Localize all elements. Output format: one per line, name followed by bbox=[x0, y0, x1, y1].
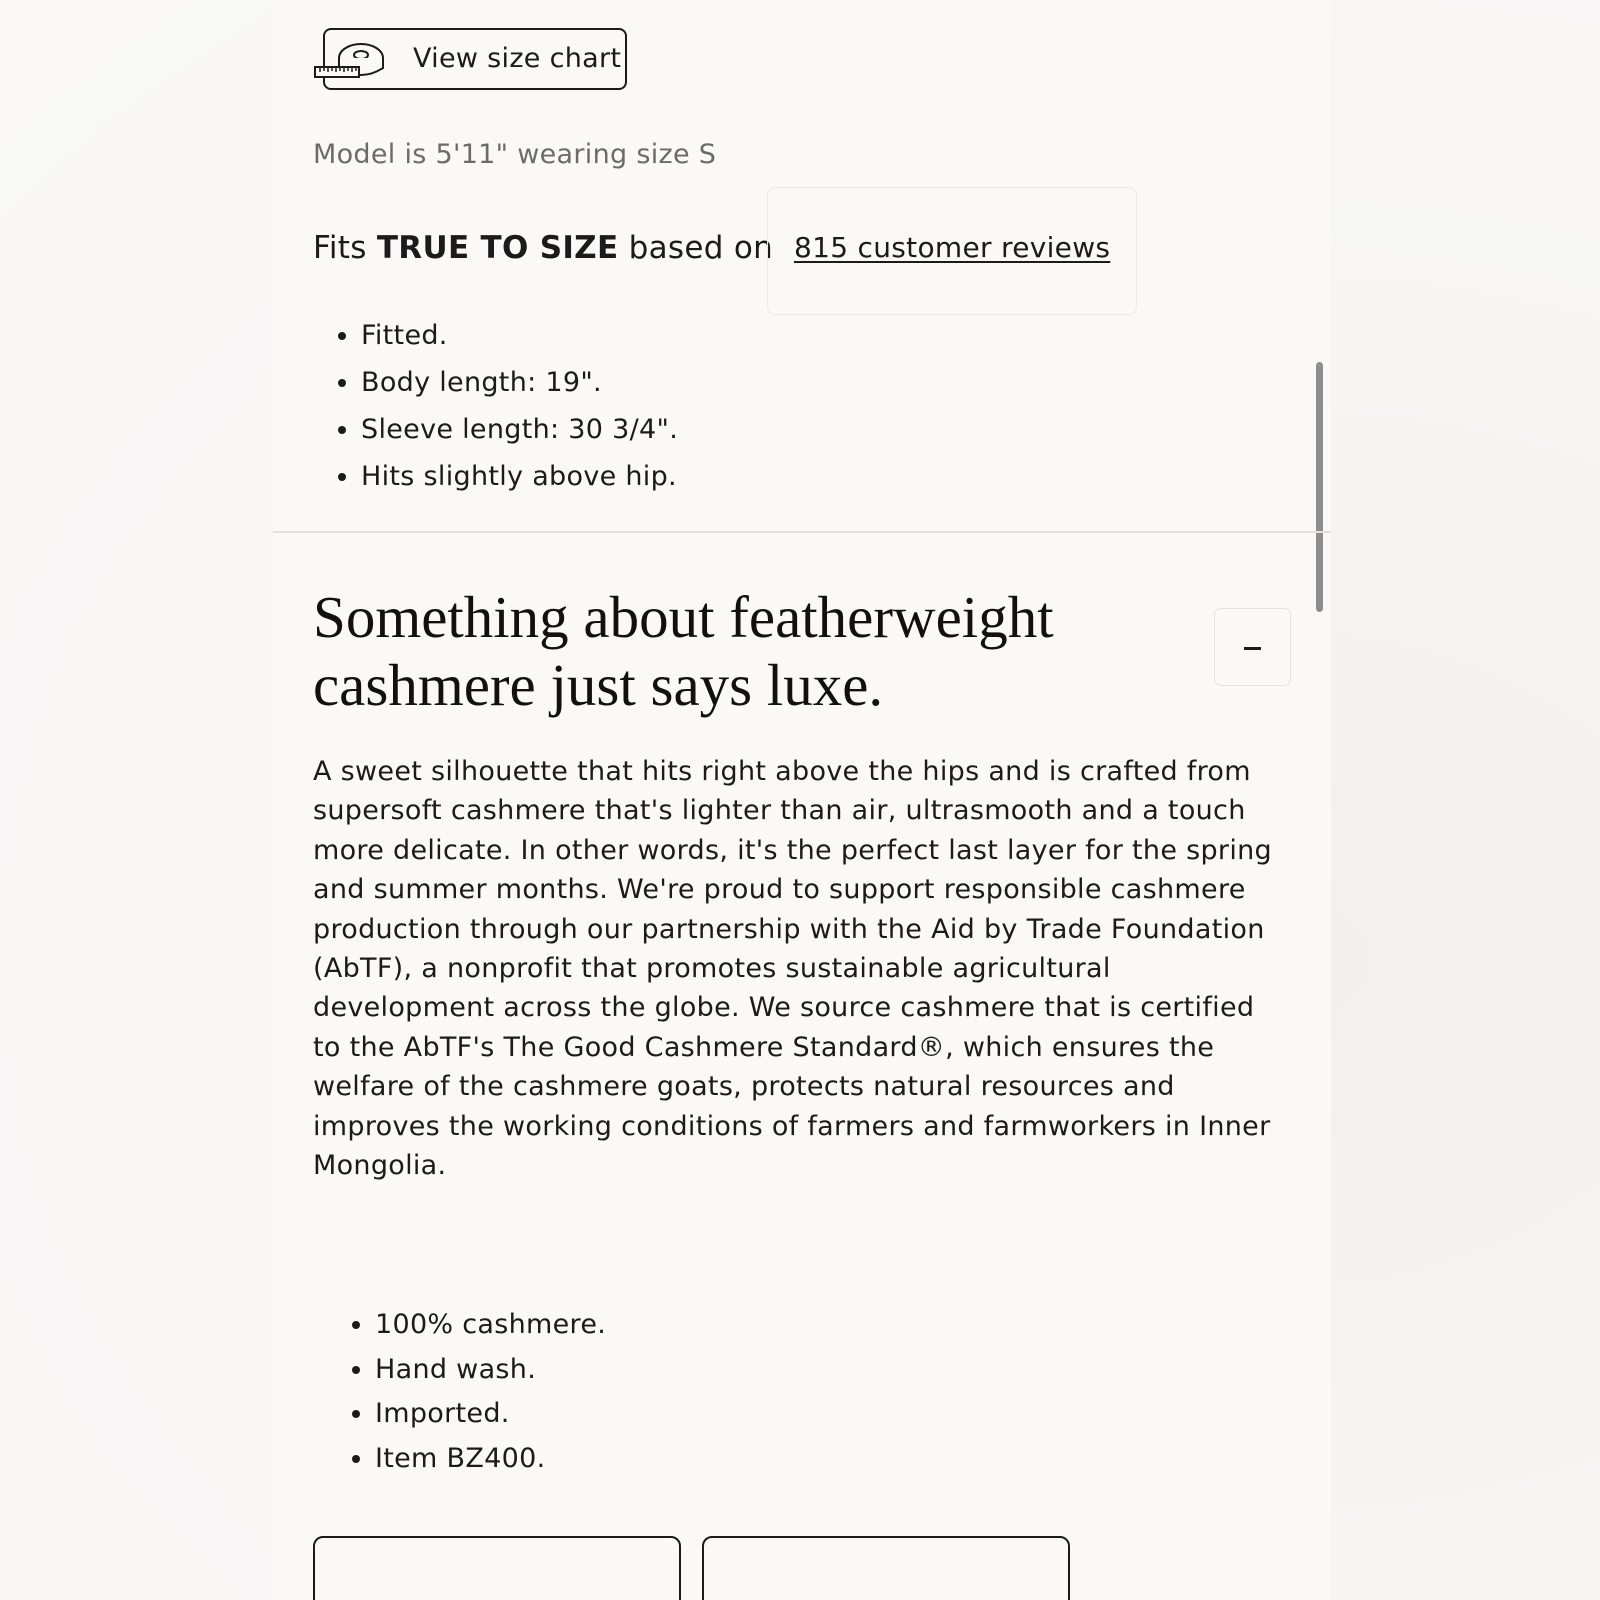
product-specs-list bbox=[327, 1303, 606, 1481]
list-item: • Hits slightly above hip. bbox=[361, 453, 678, 500]
list-item: • Item BZ400. bbox=[375, 1437, 606, 1482]
list-item: • Fitted. bbox=[361, 312, 678, 359]
fit-rating: TRUE TO SIZE bbox=[376, 230, 619, 266]
fit-suffix: based on bbox=[618, 230, 774, 266]
product-details-panel bbox=[273, 0, 1331, 1600]
collapse-section-button[interactable] bbox=[1214, 608, 1291, 686]
view-size-chart-button[interactable] bbox=[323, 28, 627, 90]
action-button-left[interactable] bbox=[313, 1536, 681, 1600]
fit-prefix: Fits bbox=[313, 230, 377, 266]
scrollbar-thumb[interactable] bbox=[1316, 362, 1323, 612]
customer-reviews-link[interactable]: 815 customer reviews bbox=[794, 231, 1111, 264]
model-size-note: Model is 5'11" wearing size S bbox=[313, 139, 717, 170]
fit-details-list bbox=[313, 312, 678, 500]
minus-icon bbox=[1244, 647, 1261, 650]
list-item: • Body length: 19". bbox=[361, 359, 678, 406]
section-headline: Something about featherweight cashmere just says luxe. bbox=[313, 584, 1054, 718]
measuring-tape-icon bbox=[313, 40, 389, 82]
list-item: • Hand wash. bbox=[375, 1348, 606, 1393]
list-item: • Sleeve length: 30 3/4". bbox=[361, 406, 678, 453]
product-description: A sweet silhouette that hits right above the hips and is crafted from supersoft cashmere that's lighter than air, ultrasmooth and a touch more delicate. In other words, it's the perfect last layer for the spring and summer months. We're proud to support responsible cashmere production through our partnership with the Aid by Trade Foundation (AbTF), a nonprofit that promotes sustainable agricultural development across the globe. We source cashmere that is certified to the AbTF's The Good Cashmere Standard®, which ensures the welfare of the cashmere goats, protects natural resources and improves the working conditions of farmers and farmworkers in Inner Mongolia. bbox=[313, 756, 1272, 1182]
list-item: • Imported. bbox=[375, 1392, 606, 1437]
reviews-link-container bbox=[767, 187, 1137, 315]
section-divider bbox=[273, 531, 1331, 533]
list-item: • 100% cashmere. bbox=[375, 1303, 606, 1348]
fit-summary bbox=[313, 226, 773, 270]
size-chart-label: View size chart bbox=[413, 43, 622, 74]
action-button-right[interactable] bbox=[702, 1536, 1070, 1600]
